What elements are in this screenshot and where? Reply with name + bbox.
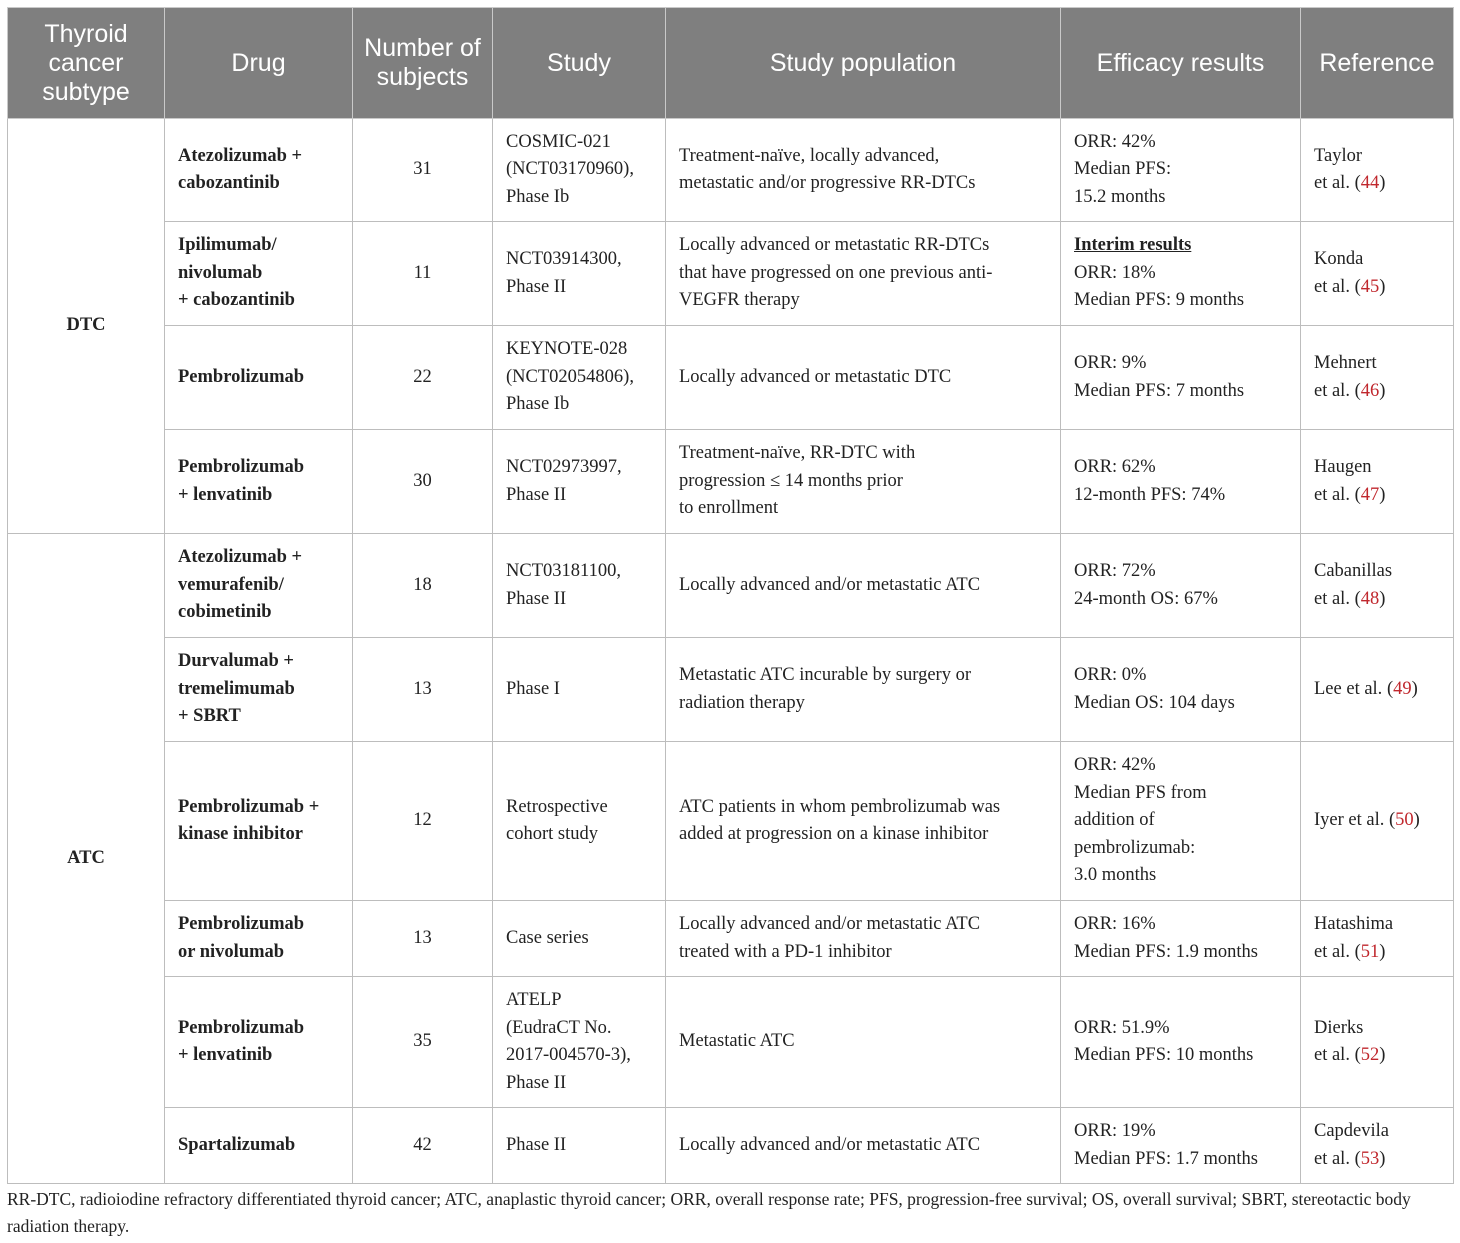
ref-author: Taylor [1314, 145, 1363, 166]
cell-line: Median PFS: 10 months [1074, 1045, 1254, 1065]
ref-line: et al. (46) [1314, 380, 1386, 401]
efficacy-cell [1061, 222, 1301, 326]
cell-line: 3.0 months [1074, 865, 1157, 886]
ref-author: Dierks [1314, 1017, 1364, 1038]
ref-link[interactable]: 45 [1360, 276, 1380, 297]
table-container [7, 7, 1453, 1184]
efficacy-cell [1061, 977, 1301, 1108]
subjects-cell: 35 [353, 977, 493, 1108]
ref-suffix: et al. [1314, 173, 1350, 193]
efficacy-cell [1061, 326, 1301, 430]
subjects-cell: 30 [353, 430, 493, 534]
cell-line: ORR: 16% [1074, 914, 1156, 934]
ref-line: et al. (47) [1314, 484, 1386, 505]
drug-cell [165, 326, 353, 430]
cell-line: Ipilimumab/ [178, 235, 277, 256]
study-cell [493, 119, 666, 222]
ref-link[interactable]: 47 [1360, 484, 1380, 505]
population-cell [666, 430, 1061, 534]
header-reference: Reference [1301, 8, 1454, 119]
cell-line: vemurafenib/ [178, 574, 284, 595]
cell-line: Phase I [506, 678, 560, 699]
cell-line: (NCT02054806), [506, 366, 634, 387]
reference-cell [1301, 1108, 1454, 1184]
efficacy-cell [1061, 119, 1301, 222]
table-row [8, 638, 1454, 742]
ref-author: Capdevila [1314, 1121, 1390, 1141]
study-cell [493, 534, 666, 638]
cell-line: ORR: 62% [1074, 457, 1156, 477]
efficacy-cell [1061, 901, 1301, 977]
table-row [8, 901, 1454, 977]
header-drug: Drug [165, 8, 353, 119]
cell-line: NCT02973997, [506, 457, 622, 477]
cell-line: ORR: 0% [1074, 665, 1147, 685]
cell-line: ORR: 72% [1074, 561, 1156, 581]
population-cell [666, 1108, 1061, 1184]
efficacy-cell [1061, 742, 1301, 901]
cell-line: Phase II [506, 484, 567, 505]
ref-link[interactable]: 52 [1360, 1045, 1380, 1065]
ref-line: et al. (45) [1314, 276, 1386, 297]
ref-author: Mehnert [1314, 353, 1377, 373]
drug-cell [165, 430, 353, 534]
ref-link[interactable]: 51 [1360, 941, 1380, 962]
subjects-cell: 13 [353, 638, 493, 742]
study-cell [493, 638, 666, 742]
reference-cell [1301, 977, 1454, 1108]
cell-line: Median PFS: 1.9 months [1074, 941, 1258, 962]
cell-line: Median PFS from [1074, 782, 1207, 803]
population-cell [666, 326, 1061, 430]
cell-line: 24-month OS: 67% [1074, 588, 1218, 609]
cell-line: addition of [1074, 810, 1155, 831]
reference-cell [1301, 901, 1454, 977]
cell-line: Locally advanced and/or metastatic ATC [679, 574, 981, 595]
reference-cell [1301, 326, 1454, 430]
ref-author: Iyer [1314, 810, 1344, 831]
cell-line: ORR: 9% [1074, 353, 1147, 373]
population-cell [666, 119, 1061, 222]
cell-line: cobimetinib [178, 602, 272, 623]
ref-line: et al. (52) [1314, 1045, 1386, 1065]
drug-cell [165, 638, 353, 742]
cell-line: or nivolumab [178, 941, 285, 962]
reference-cell: Iyer et al. (50) [1301, 742, 1454, 901]
table-row [8, 977, 1454, 1108]
study-cell [493, 742, 666, 901]
drug-cell [165, 977, 353, 1108]
cell-line: Median PFS: [1074, 159, 1172, 180]
cell-line: Treatment-naïve, RR-DTC with [679, 443, 916, 464]
group-atc: ATC [8, 534, 165, 1184]
cell-line: Phase II [506, 1072, 567, 1093]
studies-table [7, 7, 1454, 1184]
ref-line: et al. (51) [1314, 941, 1386, 962]
reference-cell [1301, 119, 1454, 222]
drug-cell [165, 119, 353, 222]
cell-line: Pembrolizumab + [178, 796, 320, 817]
ref-suffix: et al. [1314, 484, 1350, 505]
ref-suffix: et al. [1314, 1045, 1350, 1065]
cell-line: cabozantinib [178, 173, 280, 193]
cell-line: Retrospective [506, 796, 608, 817]
cell-line: Metastatic ATC incurable by surgery or [679, 665, 971, 685]
header-study: Study [493, 8, 666, 119]
cell-line: 12-month PFS: 74% [1074, 484, 1226, 505]
table-row [8, 430, 1454, 534]
ref-author: Hatashima [1314, 914, 1394, 934]
cell-line: ORR: 19% [1074, 1121, 1156, 1141]
cell-line: NCT03914300, [506, 249, 622, 269]
cell-line: that have progressed on one previous anti- [679, 262, 993, 283]
subjects-cell: 13 [353, 901, 493, 977]
drug-cell [165, 1108, 353, 1184]
cell-line: (EudraCT No. [506, 1017, 612, 1038]
ref-suffix: et al. [1314, 941, 1350, 962]
ref-link[interactable]: 46 [1360, 380, 1380, 401]
subjects-cell: 18 [353, 534, 493, 638]
cell-line: ATELP [506, 990, 562, 1010]
population-cell [666, 638, 1061, 742]
population-cell [666, 977, 1061, 1108]
cell-line: + lenvatinib [178, 484, 273, 505]
subjects-cell: 31 [353, 119, 493, 222]
ref-link[interactable]: 44 [1360, 173, 1380, 193]
table-row [8, 534, 1454, 638]
cell-line: nivolumab [178, 262, 263, 283]
ref-link[interactable]: 49 [1393, 678, 1412, 699]
efficacy-cell [1061, 534, 1301, 638]
ref-suffix: et al. [1314, 588, 1350, 609]
cell-line: Locally advanced or metastatic RR-DTCs [679, 235, 990, 256]
cell-line: Treatment-naïve, locally advanced, [679, 145, 940, 166]
ref-suffix: et al. [1348, 810, 1385, 831]
study-cell [493, 222, 666, 326]
cell-line: Locally advanced and/or metastatic ATC [679, 1134, 981, 1155]
cell-line: Locally advanced and/or metastatic ATC [679, 914, 981, 934]
cell-line: + cabozantinib [178, 290, 295, 311]
ref-suffix: et al. [1314, 276, 1350, 297]
cell-line: (NCT03170960), [506, 159, 634, 180]
drug-cell [165, 222, 353, 326]
study-cell [493, 1108, 666, 1184]
study-cell [493, 901, 666, 977]
drug-cell [165, 534, 353, 638]
efficacy-heading: Interim results [1074, 235, 1192, 256]
ref-suffix: et al. [1346, 678, 1383, 699]
cell-line: Phase Ib [506, 394, 570, 415]
cell-line: 15.2 months [1074, 186, 1166, 207]
header-subtype: Thyroid cancer subtype [8, 8, 165, 119]
cell-line: Pembrolizumab [178, 914, 305, 934]
cell-line: Atezolizumab + [178, 145, 303, 166]
cell-line: ORR: 42% [1074, 131, 1156, 152]
subjects-cell: 42 [353, 1108, 493, 1184]
ref-author: Cabanillas [1314, 561, 1393, 581]
header-subjects: Number of subjects [353, 8, 493, 119]
ref-link[interactable]: 48 [1360, 588, 1380, 609]
ref-line: et al. (44) [1314, 173, 1386, 193]
cell-line: radiation therapy [679, 692, 805, 713]
cell-line: KEYNOTE-028 [506, 339, 628, 360]
cell-line: Phase II [506, 588, 567, 609]
study-cell [493, 430, 666, 534]
cell-line: Pembrolizumab [178, 457, 305, 477]
cell-line: added at progression on a kinase inhibitor [679, 824, 989, 844]
population-cell [666, 742, 1061, 901]
table-row [8, 1108, 1454, 1184]
cell-line: ORR: 51.9% [1074, 1017, 1170, 1038]
header-population: Study population [666, 8, 1061, 119]
population-cell [666, 534, 1061, 638]
cell-line: Pembrolizumab [178, 1017, 305, 1038]
cell-line: ORR: 42% [1074, 755, 1156, 776]
cell-line: + lenvatinib [178, 1045, 273, 1065]
ref-link[interactable]: 53 [1360, 1148, 1380, 1169]
cell-line: pembrolizumab: [1074, 837, 1196, 858]
cell-line: Pembrolizumab [178, 366, 305, 387]
cell-line: cohort study [506, 824, 598, 844]
header-row [8, 8, 1454, 119]
reference-cell [1301, 534, 1454, 638]
population-cell [666, 222, 1061, 326]
cell-line: metastatic and/or progressive RR-DTCs [679, 173, 976, 193]
footnote: RR-DTC, radioiodine refractory differentiated thyroid cancer; ATC, anaplastic thyroid cancer; ORR, overall response rate; PFS, progression-free survival; OS, overall survival; SBRT, stereotactic body radiation therapy. [7, 1189, 1411, 1236]
table-row [8, 222, 1454, 326]
table-row [8, 326, 1454, 430]
efficacy-cell [1061, 430, 1301, 534]
ref-line: et al. (48) [1314, 588, 1386, 609]
cell-line: ORR: 18% [1074, 262, 1156, 283]
drug-cell [165, 901, 353, 977]
cell-line: progression ≤ 14 months prior [679, 470, 903, 491]
subjects-cell: 12 [353, 742, 493, 901]
cell-line: to enrollment [679, 498, 779, 519]
cell-line: Phase II [506, 276, 567, 297]
cell-line: Median PFS: 9 months [1074, 290, 1245, 311]
ref-author: Lee [1314, 678, 1342, 699]
table-row [8, 742, 1454, 901]
header-efficacy: Efficacy results [1061, 8, 1301, 119]
drug-cell [165, 742, 353, 901]
cell-line: ATC patients in whom pembrolizumab was [679, 796, 1001, 817]
ref-author: Haugen [1314, 457, 1372, 477]
cell-line: Median PFS: 1.7 months [1074, 1148, 1258, 1169]
efficacy-cell [1061, 1108, 1301, 1184]
table-body [8, 119, 1454, 1184]
cell-line: Locally advanced or metastatic DTC [679, 366, 952, 387]
cell-line: Median OS: 104 days [1074, 692, 1235, 713]
ref-line: et al. (53) [1314, 1148, 1386, 1169]
ref-author: Konda [1314, 249, 1364, 269]
cell-line: Metastatic ATC [679, 1031, 795, 1052]
table-row [8, 119, 1454, 222]
cell-line: treated with a PD-1 inhibitor [679, 941, 892, 962]
study-cell [493, 977, 666, 1108]
ref-suffix: et al. [1314, 1148, 1350, 1169]
ref-suffix: et al. [1314, 380, 1350, 401]
ref-link[interactable]: 50 [1395, 810, 1414, 831]
reference-cell [1301, 430, 1454, 534]
cell-line: Spartalizumab [178, 1134, 296, 1155]
cell-line: kinase inhibitor [178, 824, 303, 844]
subjects-cell: 11 [353, 222, 493, 326]
cell-line: VEGFR therapy [679, 290, 800, 311]
cell-line: Durvalumab + [178, 651, 294, 672]
group-dtc: DTC [8, 119, 165, 534]
cell-line: Case series [506, 927, 589, 948]
cell-line: NCT03181100, [506, 561, 621, 581]
cell-line: tremelimumab [178, 678, 295, 699]
subjects-cell: 22 [353, 326, 493, 430]
reference-cell: Lee et al. (49) [1301, 638, 1454, 742]
cell-line: + SBRT [178, 706, 241, 727]
cell-line: 2017-004570-3), [506, 1045, 631, 1065]
cell-line: COSMIC-021 [506, 131, 611, 152]
cell-line: Atezolizumab + [178, 547, 303, 568]
efficacy-cell [1061, 638, 1301, 742]
study-cell [493, 326, 666, 430]
population-cell [666, 901, 1061, 977]
reference-cell [1301, 222, 1454, 326]
cell-line: Median PFS: 7 months [1074, 380, 1245, 401]
cell-line: Phase II [506, 1134, 567, 1155]
cell-line: Phase Ib [506, 186, 570, 207]
